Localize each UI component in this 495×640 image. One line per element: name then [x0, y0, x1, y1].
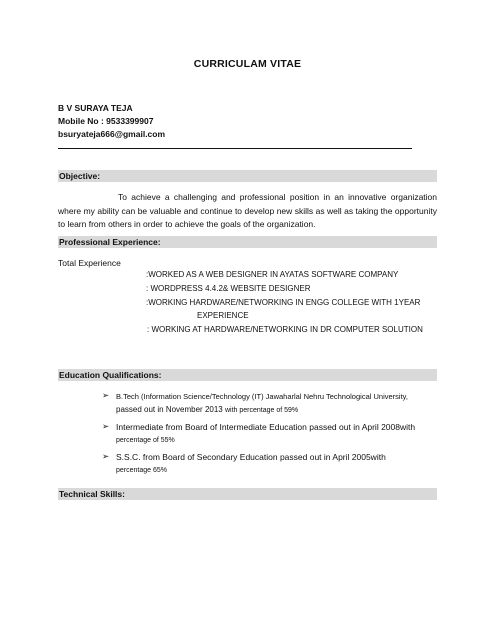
education-detail: percentage of 55% — [116, 437, 175, 444]
education-percentage: with percentage of 59% — [224, 407, 299, 414]
objective-paragraph — [58, 191, 437, 232]
education-degree: Intermediate from Board of Intermediate Education passed out in April 2008with — [116, 422, 416, 432]
objective-heading-text: Objective: — [59, 171, 101, 181]
document-title: CURRICULAM VITAE — [193, 58, 302, 70]
education-degree: B.Tech (Information Science/Technology (IT) Jawaharlal Nehru Technological University, — [116, 392, 408, 401]
experience-item: :WORKED AS A WEB DESIGNER IN AYATAS SOFTWARE COMPANY — [146, 270, 399, 279]
experience-item-continued: EXPERIENCE — [197, 311, 249, 320]
arrow-bullet-icon: ➢ — [102, 390, 110, 400]
arrow-bullet-icon: ➢ — [102, 421, 110, 431]
section-education-heading — [58, 369, 437, 381]
mobile-number: Mobile No : 9533399907 — [58, 116, 154, 126]
experience-item: : WORDPRESS 4.4.2& WEBSITE DESIGNER — [146, 284, 311, 293]
section-objective-heading — [58, 170, 437, 182]
arrow-bullet-icon: ➢ — [102, 451, 110, 461]
experience-item: : WORKING AT HARDWARE/NETWORKING IN DR COMPUTER SOLUTION — [147, 325, 423, 334]
education-passout: passed out in November 2013 — [116, 405, 223, 414]
education-heading-text: Education Qualifications: — [59, 370, 162, 380]
experience-heading-text: Professional Experience: — [59, 237, 161, 247]
candidate-name: B V SURAYA TEJA — [58, 103, 133, 113]
education-degree: S.S.C. from Board of Secondary Education passed out in April 2005with — [116, 452, 386, 462]
section-experience-heading — [58, 236, 437, 248]
header-divider — [58, 148, 412, 149]
experience-item: :WORKING HARDWARE/NETWORKING IN ENGG COLLEGE WITH 1YEAR — [146, 298, 421, 307]
contact-block — [58, 102, 165, 141]
education-detail: percentage 65% — [116, 467, 167, 474]
education-item — [102, 421, 442, 447]
education-list — [102, 390, 442, 477]
email-address: bsuryateja666@gmail.com — [58, 129, 166, 139]
skills-heading-text: Technical Skills: — [59, 489, 125, 499]
education-item — [102, 390, 442, 417]
education-detail — [116, 403, 442, 417]
education-item — [102, 451, 442, 477]
total-experience-label: Total Experience — [58, 258, 121, 268]
objective-text: To achieve a challenging and professional position in an innovative organization where my ability can be valuable and continue to develop new skills as well as taking the opportunity to learn from others in order to achieve the goals of the organization. — [58, 192, 437, 229]
section-skills-heading — [58, 488, 437, 500]
